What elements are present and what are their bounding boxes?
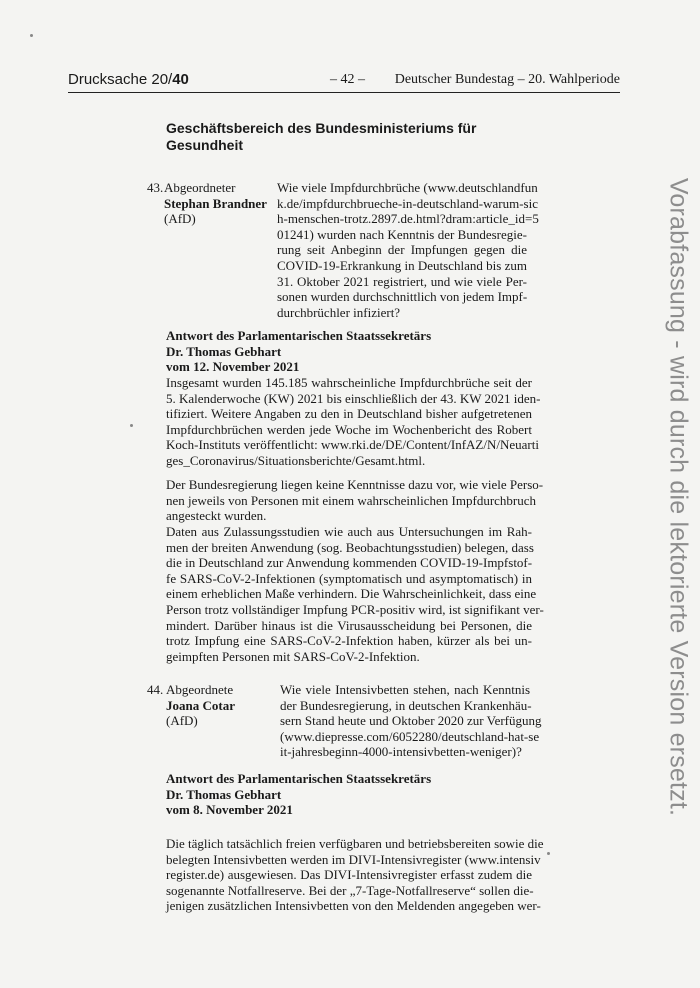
answer-43-paragraph-2: Der Bundesregierung liegen keine Kenntnisse dazu vor, wie viele Perso- nen jeweils von Personen mit einem wahrscheinlichen Impfdurchbruch angesteckt wurden. [166, 477, 544, 524]
section-title: Geschäftsbereich des Bundesministeriums für Gesundheit [166, 120, 477, 153]
question-43 [147, 180, 539, 325]
question-text: Wie viele Intensivbetten stehen, nach Kenntnis der Bundesregierung, in deutschen Krankenhäu- sern Stand heute und Oktober 2020 zur Verfügung (www.diepresse.com/6052280/deutschland-hat-se it-jahresbeginn-4000-intensivbetten-weniger)? [280, 682, 542, 760]
answer-header-44: Antwort des Parlamentarischen Staatssekretärs Dr. Thomas Gebhart vom 8. November 2021 [166, 771, 432, 818]
page-header [68, 71, 620, 93]
answer-44-paragraph-1: Die täglich tatsächlich freien verfügbaren und betriebsbereiten sowie die belegten Intensivbetten werden im DIVI-Intensivregister (www.intensiv register.de) ausgewiesen. Das DIVI-Intensivregister erfasst zudem die sogenannte Notfallreserve. Bei der „7-Tage-Notfallreserve“ sollen die- jenigen zusätzlichen Intensivbetten von den Meldenden angegeben wer- [166, 836, 544, 914]
question-44 [147, 682, 542, 764]
author-name: Stephan Brandner [164, 195, 267, 211]
author-party: (AfD) [166, 713, 198, 729]
answer-43-paragraph-1: Insgesamt wurden 145.185 wahrscheinliche Impfdurchbrüche seit der 5. Kalenderwoche (KW) 2021 bis einschließlich der 43. KW 2021 iden- tifiziert. Weitere Angaben zu den in Deutschland bisher aufgetretenen Impfdurchbrüchen werden jede Woche im Wochenbericht des Robert Koch-Instituts veröffentlicht: www.rki.de/DE/Content/InfAZ/N/Neuarti ges_Coronavirus/Situationsberichte/Gesamt.html. [166, 375, 541, 468]
question-number: 43. [147, 180, 164, 195]
scan-speck [130, 424, 133, 427]
answer-43-paragraph-3: Daten aus Zulassungsstudien wie auch aus Untersuchungen im Rah- men der breiten Anwendung (sog. Beobachtungsstudien) belegen, dass die in Deutschland zur Anwendung kommenden COVID-19-Impfstof- fe SARS-CoV-2-Infektionen (symptomatisch und asymptomatisch) in einem erheblichen Maße verhindern. Die Wahrscheinlichkeit, dass eine Person trotz vollständiger Impfung PCR-positiv wird, ist signifikant ver- mindert. Darüber hinaus ist die Virusausscheidung bei Personen, die trotz Impfung eine SARS-CoV-2-Infektion haben, kürzer als bei un- geimpften Personen mit SARS-CoV-2-Infektion. [166, 524, 544, 664]
header-rule [68, 92, 620, 93]
parliament-label: Deutscher Bundestag – 20. Wahlperiode [394, 72, 620, 87]
draft-watermark: Vorabfassung - wird durch die lektorierte Version ersetzt. [664, 177, 693, 817]
page-number: – 42 – [330, 72, 365, 87]
scan-speck [30, 34, 33, 37]
author-name: Joana Cotar [166, 697, 235, 713]
answer-header-43: Antwort des Parlamentarischen Staatssekretärs Dr. Thomas Gebhart vom 12. November 2021 [166, 328, 432, 375]
author-role: Abgeordneter [164, 180, 236, 195]
author-party: (AfD) [164, 211, 196, 227]
question-number: 44. [147, 682, 164, 697]
drucksache-label: Drucksache 20/40 [68, 71, 189, 88]
question-author [166, 682, 235, 729]
author-role: Abgeordnete [166, 682, 234, 697]
scan-speck [547, 852, 550, 855]
question-text: Wie viele Impfdurchbrüche (www.deutschlandfun k.de/impfdurchbrueche-in-deutschland-warum-sic h-menschen-trotz.2897.de.html?dram:article_id=5 01241) wurden nach Kenntnis der Bundesregie- rung seit Anbeginn der Impfungen gegen die COVID-19-Erkrankung in Deutschland bis zum 31. Oktober 2021 registriert, und wie viele Per- sonen wurden durchschnittlich von jedem Impf- durchbrüchler infiziert? [277, 180, 539, 320]
question-author [164, 180, 267, 227]
